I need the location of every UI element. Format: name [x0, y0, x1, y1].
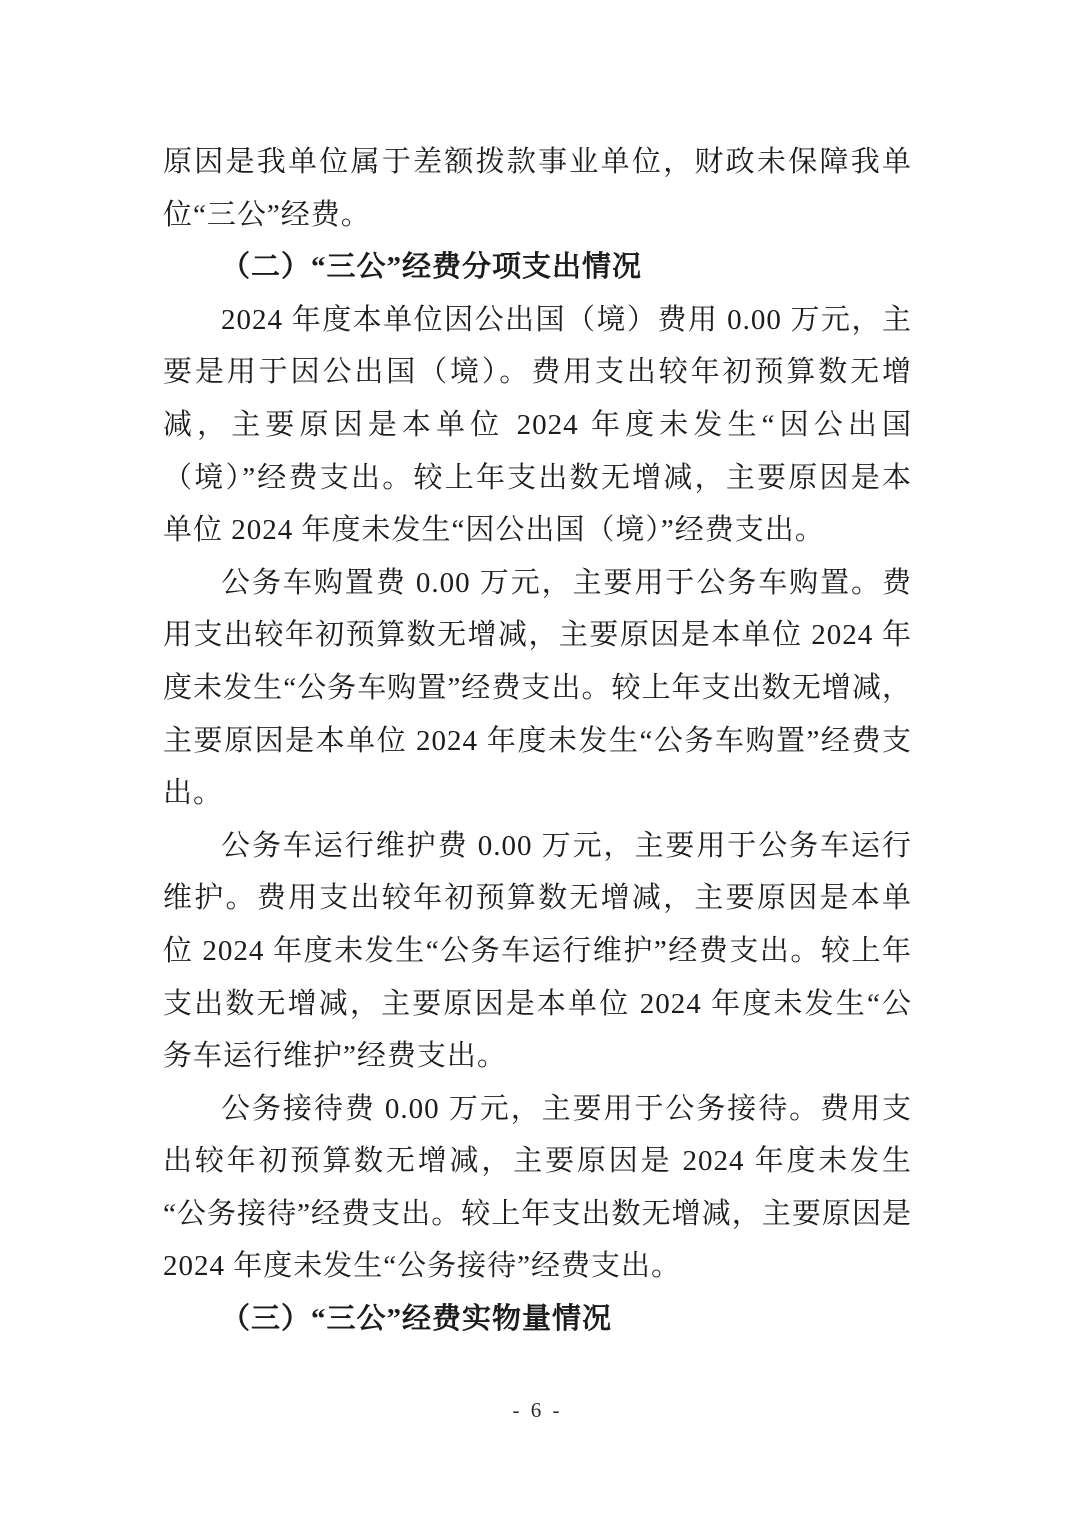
- paragraph-official-vehicle-maintenance-expense: 公务车运行维护费 0.00 万元，主要用于公务车运行维护。费用支出较年初预算数无增减，主要原因是本单位 2024 年度未发生“公务车运行维护”经费支出。较上年支出数无增减，主要原因是本单位 2024 年度未发生“公务车运行维护”经费支出。: [163, 829, 912, 1073]
- document-body: [163, 136, 912, 1346]
- section-heading-sangong-physical-quantity: （三）“三公”经费实物量情况: [221, 1303, 613, 1336]
- paragraph-continued-from-previous-page: 原因是我单位属于差额拨款事业单位，财政未保障我单位“三公”经费。: [163, 146, 912, 231]
- paragraph-overseas-travel-expense: 2024 年度本单位因公出国（境）费用 0.00 万元，主要是用于因公出国（境）。费用支出较年初预算数无增减，主要原因是本单位 2024 年度未发生“因公出国（境）”经费支出。较上年支出数无增减，主要原因是本单位 2024 年度未发生“因公出国（境）”经费支出。: [163, 303, 912, 547]
- page-number: - 6 -: [512, 1398, 563, 1422]
- paragraph-official-vehicle-purchase-expense: 公务车购置费 0.00 万元，主要用于公务车购置。费用支出较年初预算数无增减，主要原因是本单位 2024 年度未发生“公务车购置”经费支出。较上年支出数无增减，主要原因是本单位 2024 年度未发生“公务车购置”经费支出。: [163, 566, 912, 810]
- page-footer: [0, 1398, 1075, 1423]
- section-heading-sangong-itemized-expense: （二）“三公”经费分项支出情况: [221, 251, 643, 284]
- paragraph-official-reception-expense: 公务接待费 0.00 万元，主要用于公务接待。费用支出较年初预算数无增减，主要原因是 2024 年度未发生“公务接待”经费支出。较上年支出数无增减，主要原因是 2024 年度未发生“公务接待”经费支出。: [163, 1092, 912, 1283]
